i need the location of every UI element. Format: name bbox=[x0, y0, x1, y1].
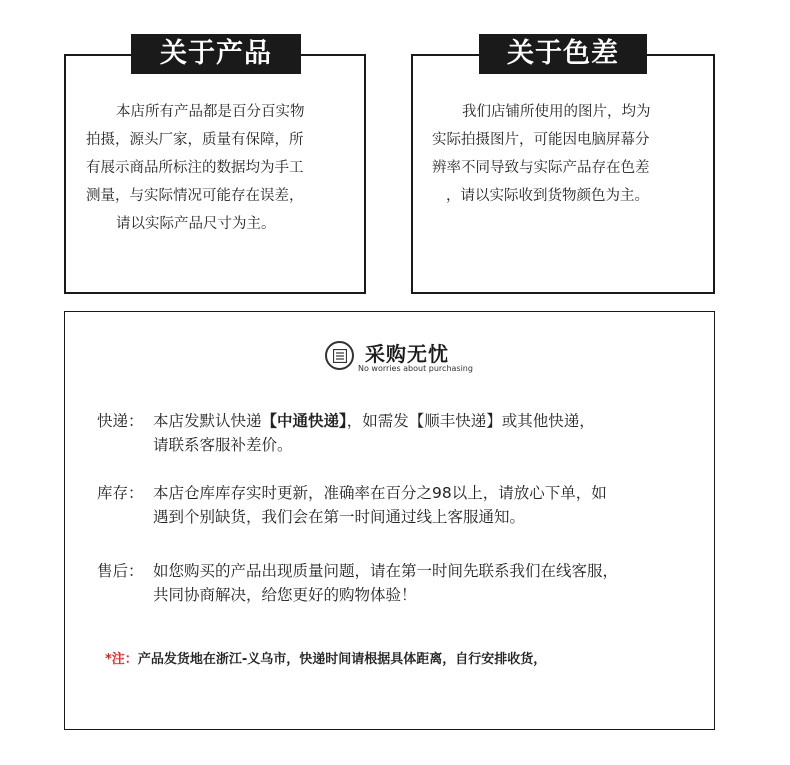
note-mark: *注： bbox=[105, 652, 138, 667]
about-product-line: 测量，与实际情况可能存在误差， bbox=[86, 188, 304, 204]
about-product-title: 关于产品 bbox=[131, 34, 301, 74]
after-sales-text bbox=[153, 559, 697, 607]
stock-line1: 本店仓库库存实时更新，准确率在百分之98以上，请放心下单，如 bbox=[153, 484, 607, 502]
about-color-line: 实际拍摄图片，可能因电脑屏幕分 bbox=[432, 132, 650, 148]
express-label: 快递： bbox=[97, 412, 144, 430]
express-line2: 请联系客服补差价。 bbox=[153, 436, 293, 454]
stock-line2: 遇到个别缺货，我们会在第一时间通过线上客服通知。 bbox=[153, 508, 526, 526]
about-product-line: 拍摄，源头厂家，质量有保障，所 bbox=[86, 132, 304, 148]
list-icon bbox=[325, 341, 354, 370]
express-part1: 本店发默认快递 bbox=[153, 412, 262, 430]
stock-label: 库存： bbox=[97, 484, 144, 502]
about-product-line: 有展示商品所标注的数据均为手工 bbox=[86, 160, 304, 176]
about-color-line: 我们店铺所使用的图片，均为 bbox=[462, 104, 651, 120]
after-sales-label: 售后： bbox=[97, 562, 144, 580]
purchase-title: 采购无忧 bbox=[365, 342, 449, 366]
express-highlight: 【中通快递】 bbox=[261, 412, 347, 430]
shipping-note bbox=[105, 648, 546, 667]
about-color-title: 关于色差 bbox=[479, 34, 647, 74]
about-color-text bbox=[432, 98, 694, 210]
about-color-line: 辨率不同导致与实际产品存在色差 bbox=[432, 160, 650, 176]
about-color-line: ，请以实际收到货物颜色为主。 bbox=[446, 188, 649, 204]
express-part2: ，如需发【顺丰快递】或其他快递， bbox=[346, 412, 595, 430]
after-sales-line2: 共同协商解决，给您更好的购物体验！ bbox=[153, 586, 417, 604]
about-product-line: 本店所有产品都是百分百实物 bbox=[116, 104, 305, 120]
purchase-header bbox=[325, 338, 525, 378]
purchase-subtitle: No worries about purchasing bbox=[358, 364, 473, 373]
about-product-line: 请以实际产品尺寸为主。 bbox=[116, 216, 276, 232]
stock-text bbox=[153, 481, 697, 529]
about-product-text bbox=[86, 98, 348, 238]
express-text bbox=[153, 409, 697, 457]
after-sales-line1: 如您购买的产品出现质量问题，请在第一时间先联系我们在线客服， bbox=[153, 562, 619, 580]
note-text: 产品发货地在浙江-义乌市，快递时间请根据具体距离，自行安排收货， bbox=[137, 652, 547, 667]
